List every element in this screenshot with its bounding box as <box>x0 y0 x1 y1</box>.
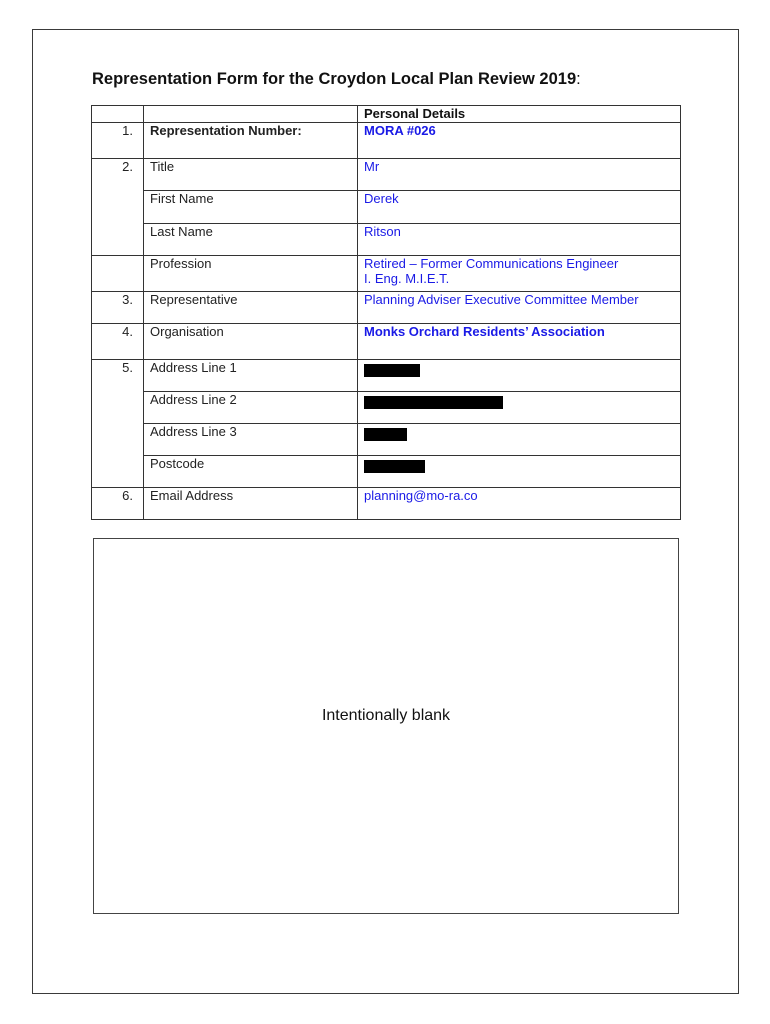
profession-value <box>358 256 681 292</box>
redaction-bar <box>364 428 407 441</box>
row-number: 1. <box>92 123 144 159</box>
representative-value: Planning Adviser Executive Committee Member <box>358 292 681 324</box>
row-number: 6. <box>92 488 144 520</box>
form-title <box>92 70 581 89</box>
last-name-label: Last Name <box>144 224 358 256</box>
postcode-label: Postcode <box>144 456 358 488</box>
intentionally-blank-text: Intentionally blank <box>321 707 451 724</box>
profession-line-2: I. Eng. M.I.E.T. <box>364 271 450 286</box>
address-line-3-label: Address Line 3 <box>144 424 358 456</box>
address-line-1-value <box>358 360 681 392</box>
table-row <box>92 292 681 324</box>
personal-details-table <box>91 105 681 520</box>
row-number: 5. <box>92 360 144 488</box>
table-row <box>92 224 681 256</box>
table-row <box>92 256 681 292</box>
table-row <box>92 392 681 424</box>
redaction-bar <box>364 364 420 377</box>
organisation-value: Monks Orchard Residents’ Association <box>358 324 681 360</box>
address-line-1-label: Address Line 1 <box>144 360 358 392</box>
table-header-row <box>92 106 681 123</box>
representation-number-label: Representation Number: <box>144 123 358 159</box>
header-blank-cell <box>92 106 144 123</box>
address-line-2-label: Address Line 2 <box>144 392 358 424</box>
table-row <box>92 123 681 159</box>
first-name-label: First Name <box>144 191 358 224</box>
personal-details-header: Personal Details <box>358 106 681 123</box>
row-number: 2. <box>92 159 144 256</box>
redaction-bar <box>364 460 425 473</box>
address-line-2-value <box>358 392 681 424</box>
representation-number-value: MORA #026 <box>358 123 681 159</box>
table-row <box>92 191 681 224</box>
profession-num-cell <box>92 256 144 292</box>
title-label: Title <box>144 159 358 191</box>
organisation-label: Organisation <box>144 324 358 360</box>
title-value: Mr <box>358 159 681 191</box>
profession-line-1: Retired – Former Communications Engineer <box>364 256 619 271</box>
address-line-3-value <box>358 424 681 456</box>
last-name-value: Ritson <box>358 224 681 256</box>
postcode-value <box>358 456 681 488</box>
first-name-value: Derek <box>358 191 681 224</box>
table-row <box>92 360 681 392</box>
representative-label: Representative <box>144 292 358 324</box>
table-row <box>92 456 681 488</box>
table-row <box>92 159 681 191</box>
form-title-colon: : <box>576 70 581 88</box>
redaction-bar <box>364 396 503 409</box>
email-value: planning@mo-ra.co <box>358 488 681 520</box>
table-row <box>92 324 681 360</box>
blank-box <box>93 538 679 914</box>
form-title-text: Representation Form for the Croydon Local Plan Review 2019 <box>92 70 577 88</box>
table-row <box>92 488 681 520</box>
header-blank-cell <box>144 106 358 123</box>
row-number: 3. <box>92 292 144 324</box>
profession-label: Profession <box>144 256 358 292</box>
email-label: Email Address <box>144 488 358 520</box>
row-number: 4. <box>92 324 144 360</box>
table-row <box>92 424 681 456</box>
